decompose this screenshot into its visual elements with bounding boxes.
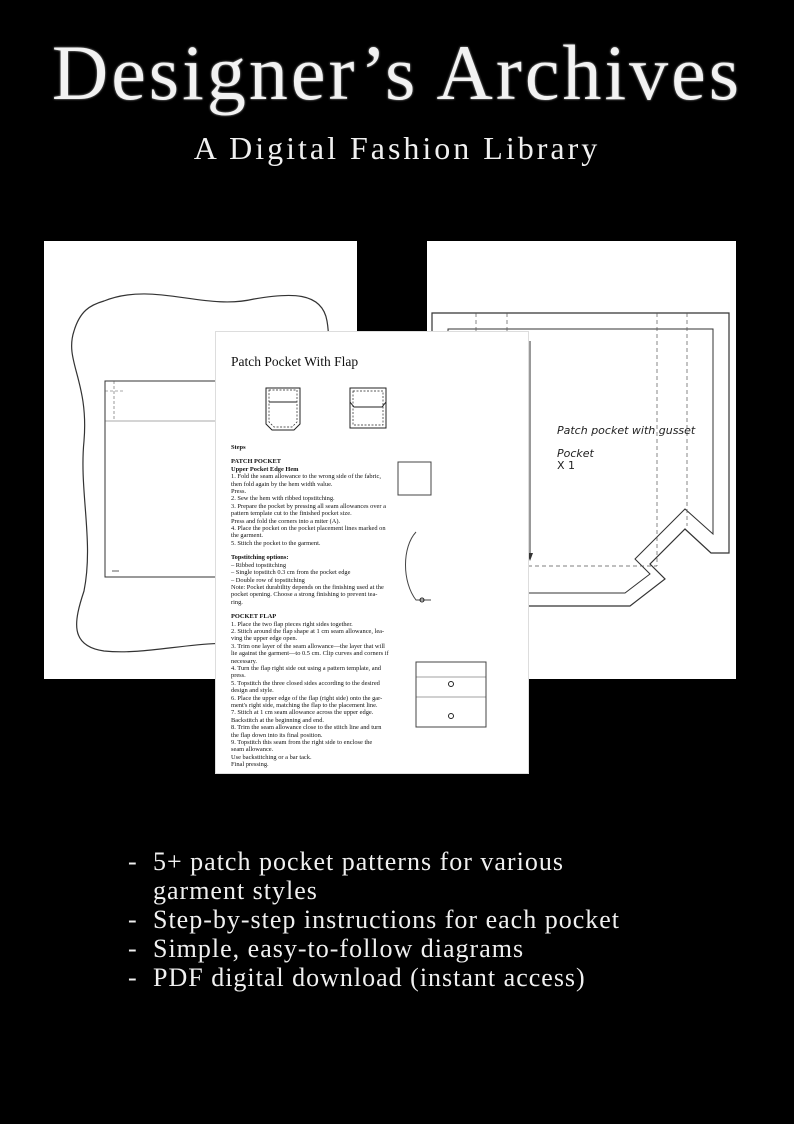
instruction-line: Final pressing.	[231, 761, 269, 769]
flap-pocket-diagrams	[216, 332, 528, 773]
page-subtitle: A Digital Fashion Library	[193, 130, 601, 166]
feature-item	[128, 934, 768, 963]
pattern-label: Patch pocket with gusset	[557, 424, 696, 437]
instruction-line: design and style.	[231, 687, 274, 695]
instruction-line: Note: Pocket durability depends on the finishing used at the	[231, 583, 384, 591]
instruction-line: 1. Place the two flap pieces right sides together.	[231, 620, 353, 628]
instruction-line: 7. Stitch at 1 cm seam allowance across the upper edge.	[231, 709, 374, 717]
instruction-line: Steps	[231, 444, 246, 451]
instruction-line: 2. Sew the hem with ribbed topstitching.	[231, 495, 335, 503]
instruction-sheet	[216, 332, 528, 773]
feature-item	[128, 963, 768, 992]
instruction-line: – Ribbed topstitching	[231, 561, 287, 569]
feature-text: Simple, easy-to-follow diagrams	[153, 934, 525, 963]
feature-text: Step-by-step instructions for each pocket	[153, 905, 620, 934]
instruction-line: seam allowance.	[231, 746, 274, 754]
instruction-line: necessary.	[231, 657, 258, 665]
instruction-line: Use backstitching or a bar tack.	[231, 753, 312, 761]
instruction-line: pattern template cut to the finished pocket size.	[231, 510, 352, 518]
instruction-line: 4. Turn the flap right side out using a pattern template, and	[231, 664, 381, 672]
instruction-line: – Double row of topstitching	[231, 576, 305, 584]
instruction-line: ving the upper edge open.	[231, 635, 298, 643]
instruction-line: the garment.	[231, 532, 263, 540]
feature-item	[128, 905, 768, 934]
feature-text: 5+ patch pocket patterns for various garment styles	[153, 847, 564, 905]
bullet-dash: -	[128, 905, 138, 934]
feature-item	[128, 847, 768, 905]
instruction-line: – Single topstitch 0.3 cm from the pocket edge	[231, 569, 351, 577]
instruction-line: Press and fold the corners into a miter (A).	[231, 517, 341, 525]
instruction-line: pocket opening. Choose a strong finishing to prevent tea-	[231, 591, 378, 599]
instruction-line: 8. Trim the seam allowance close to the stitch line and turn	[231, 724, 382, 732]
instruction-line: then fold again by the hem width value.	[231, 480, 333, 488]
instruction-line: PATCH POCKET	[231, 458, 282, 466]
feature-list	[128, 847, 768, 992]
instruction-line: the flap down into its final position.	[231, 731, 323, 739]
instruction-line: lie against the garment—to 0.5 cm. Clip curves and corners if	[231, 650, 389, 658]
instruction-line: Backstitch at the beginning and end.	[231, 716, 324, 724]
instruction-line: 6. Place the upper edge of the flap (right side) onto the gar-	[231, 694, 383, 702]
bullet-dash: -	[128, 963, 138, 992]
document-title: Patch Pocket With Flap	[231, 354, 359, 369]
instruction-line: POCKET FLAP	[231, 613, 277, 621]
page-title: Designer’s Archives	[51, 29, 743, 116]
instruction-line: ring.	[231, 598, 243, 606]
instruction-line: 1. Fold the seam allowance to the wrong side of the fabric,	[231, 473, 381, 481]
bullet-dash: -	[128, 847, 138, 876]
instruction-line: 5. Stitch the pocket to the garment.	[231, 539, 321, 547]
instruction-line: Press.	[231, 488, 247, 496]
pattern-piece: Pocket	[557, 447, 594, 460]
pattern-quantity: X 1	[557, 459, 576, 472]
instruction-line: 5. Topstitch the three closed sides according to the desired	[231, 679, 380, 687]
instruction-line: Topstitching options:	[231, 554, 289, 562]
instruction-line: press.	[231, 672, 246, 680]
instruction-line: 4. Place the pocket on the pocket placement lines marked on	[231, 525, 386, 533]
instruction-line: ment's right side, matching the flap to the placement line.	[231, 702, 378, 709]
instruction-line: Upper Pocket Edge Hem	[231, 465, 299, 473]
feature-text: PDF digital download (instant access)	[153, 963, 586, 992]
instruction-line: 9. Topstitch this seam from the right side to enclose the	[231, 739, 373, 747]
instruction-line: 3. Prepare the pocket by pressing all seam allowances over a	[231, 502, 386, 510]
instruction-line: 2. Stitch around the flap shape at 1 cm seam allowance, lea-	[231, 627, 385, 635]
bullet-dash: -	[128, 934, 138, 963]
instruction-line: 3. Trim one layer of the seam allowance—the layer that will	[231, 642, 385, 650]
